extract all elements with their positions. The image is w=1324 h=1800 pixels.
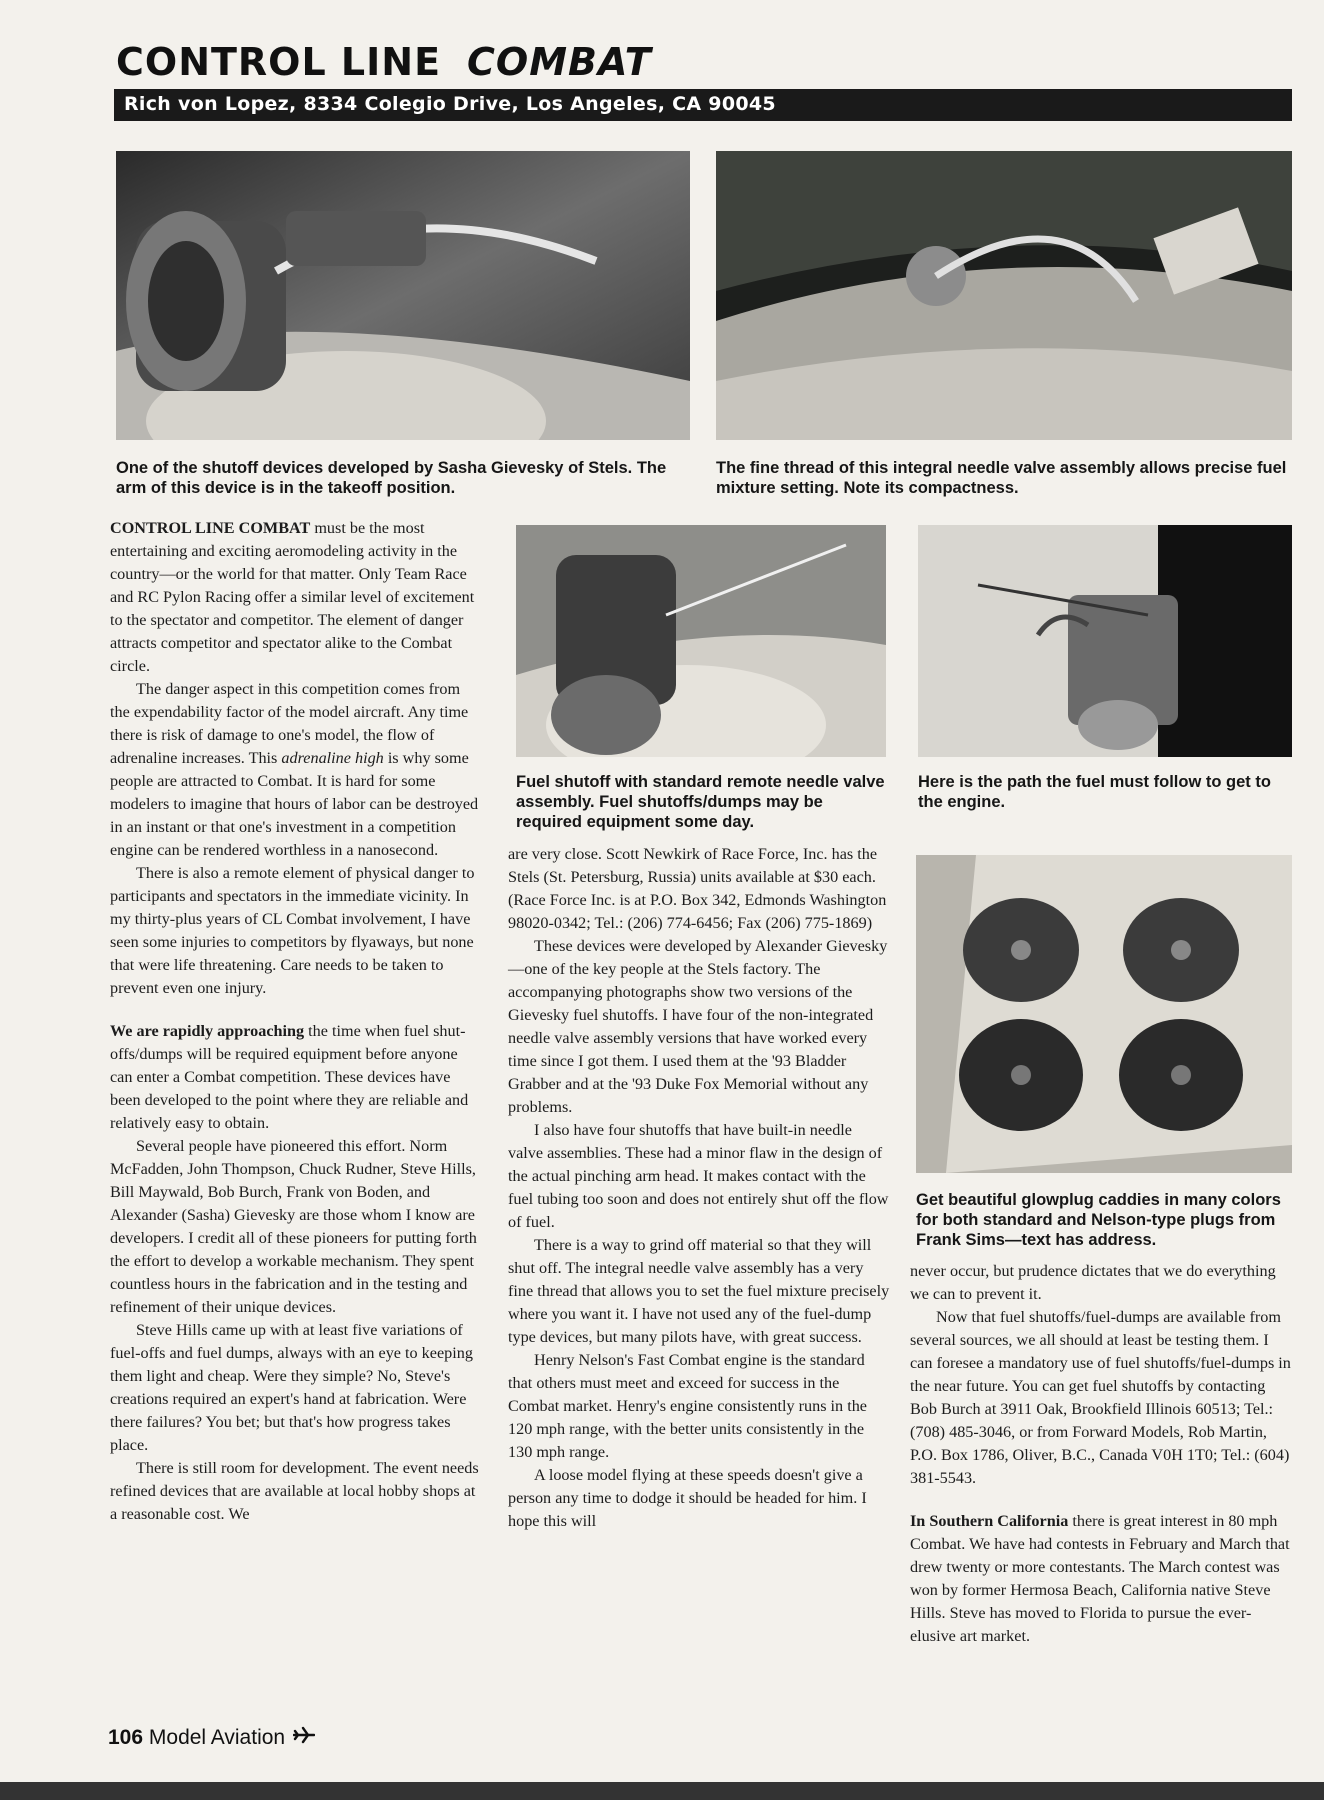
lead-in: In Southern California — [910, 1512, 1069, 1530]
paragraph: CONTROL LINE COMBAT must be the most entertaining and exciting aeromodeling activity in the country—or the world for that matter. Only Team Race and RC Pylon Racing offer a similar level of excitement to the spectator and competitor. The element of danger attracts competitor and spectator alike to the Combat circle. — [110, 519, 475, 675]
lead-in: We are rapidly approaching — [110, 1022, 305, 1040]
caption-photo-5: Get beautiful glowplug caddies in many colors for both standard and Nelson-type plugs from Frank Sims—text has address. — [916, 1191, 1281, 1249]
paragraph: Now that fuel shutoffs/fuel-dumps are available from several sources, we all should at least be testing them. I can foresee a mandatory use of fuel shutoffs/fuel-dumps in the near future. You can get fuel shutoffs by contacting Bob Burch at 3911 Oak, Brookfield Illinois 60513; Tel.: (708) 485-3046, or from Forward Models, Rob Martin, P.O. Box 1786, Oliver, B.C., Canada V0H 1T0; Tel.: (604) 381-5543. — [910, 1308, 1291, 1487]
airplane-icon — [293, 1726, 315, 1750]
paragraph: I also have four shutoffs that have built-in needle valve assemblies. These had a minor flaw in the design of the actual pinching arm head. It makes contact with the fuel tubing too soon and does not entirely shut off the flow of fuel. — [508, 1121, 889, 1231]
paragraph: There is still room for development. The event needs refined devices that are available at local hobby shops at a reasonable cost. We — [110, 1459, 479, 1523]
article-column-1 — [110, 517, 480, 1526]
photo-integral-needle-valve — [716, 151, 1292, 440]
caption-photo-4: Here is the path the fuel must follow to get to the engine. — [918, 773, 1271, 811]
paragraph: The danger aspect in this competition comes from the expendability factor of the model aircraft. Any time there is risk of damage to one's model, the flow of adrenaline increases. This adrenaline high is why some people are attracted to Combat. It is hard for some modelers to imagine that hours of labor can be destroyed in an instant or that one's investment in a competition engine can be rendered worthless in a nanosecond. — [110, 680, 479, 859]
paragraph: We are rapidly approaching the time when fuel shut-offs/dumps will be required equipment before anyone can enter a Combat competition. These devices have been developed to the point where they are reliable and relatively easy to obtain. — [110, 1022, 469, 1132]
photo-fuel-shutoff-remote-needle — [516, 525, 886, 757]
paragraph: A loose model flying at these speeds doesn't give a person any time to dodge it should be headed for him. I hope this will — [508, 1466, 867, 1530]
caption-photo-3: Fuel shutoff with standard remote needle valve assembly. Fuel shutoffs/dumps may be required equipment some day. — [516, 773, 885, 831]
article-column-3 — [910, 1260, 1292, 1648]
byline-bar — [114, 89, 1292, 121]
paragraph: Several people have pioneered this effort. Norm McFadden, John Thompson, Chuck Rudner, Steve Hills, Bill Maywald, Bob Burch, Frank von Boden, and Alexander (Sasha) Gievesky are those whom I know are developers. I credit all of these pioneers for putting forth the effort to develop a workable mechanism. They spent countless hours in the fabrication and in the testing and refinement of their unique devices. — [110, 1137, 477, 1316]
paragraph: There is a way to grind off material so that they will shut off. The integral needle valve assembly has a very fine thread that allows you to set the fuel mixture precisely where you want it. I have not used any of the fuel-dump type devices, but many pilots have, with great success. — [508, 1236, 890, 1346]
article-title — [116, 40, 652, 84]
lead-in: CONTROL LINE COMBAT — [110, 519, 311, 537]
paragraph: Steve Hills came up with at least five variations of fuel-offs and fuel dumps, always with an eye to keeping them light and cheap. Were they simple? No, Steve's creations required an expert's hand at fabrication. Were there failures? You bet; but that's how progress takes place. — [110, 1321, 473, 1454]
page-footer — [108, 1726, 315, 1750]
paragraph: In Southern California there is great interest in 80 mph Combat. We have had contests in February and March that drew twenty or more contestants. The March contest was won by former Hermosa Beach, California native Steve Hills. Steve has moved to Florida to pursue the ever-elusive art market. — [910, 1512, 1290, 1645]
byline: Rich von Lopez, 8334 Colegio Drive, Los Angeles, CA 90045 — [124, 93, 776, 115]
paragraph: Henry Nelson's Fast Combat engine is the standard that others must meet and exceed for success in the Combat market. Henry's engine consistently runs in the 120 mph range, with the better units consistently in the 130 mph range. — [508, 1351, 867, 1461]
caption-photo-2: The fine thread of this integral needle valve assembly allows precise fuel mixture setting. Note its compactness. — [716, 459, 1287, 497]
scan-edge — [0, 1782, 1324, 1800]
caption-photo-1: One of the shutoff devices developed by Sasha Gievesky of Stels. The arm of this device is in the takeoff position. — [116, 459, 667, 497]
photo-fuel-path — [918, 525, 1292, 757]
paragraph: never occur, but prudence dictates that we do everything we can to prevent it. — [910, 1262, 1276, 1303]
paragraph: These devices were developed by Alexander Gievesky—one of the key people at the Stels factory. The accompanying photographs show two versions of the Gievesky fuel shutoffs. I have four of the non-integrated needle valve assembly versions that have worked every time since I got them. I used them at the '93 Bladder Grabber and at the '93 Duke Fox Memorial without any problems. — [508, 937, 888, 1116]
paragraph: are very close. Scott Newkirk of Race Force, Inc. has the Stels (St. Petersburg, Russia) units available at $30 each. (Race Force Inc. is at P.O. Box 342, Edmonds Washington 98020-0342; Tel.: (206) 774-6456; Fax (206) 775-1869) — [508, 845, 887, 932]
magazine-name: Model Aviation — [148, 1726, 286, 1749]
title-part-combat: COMBAT — [467, 40, 652, 84]
photo-glowplug-caddies — [916, 855, 1292, 1173]
title-part-control-line: CONTROL LINE — [116, 40, 442, 84]
article-column-2 — [508, 843, 890, 1533]
page-number: 106 — [108, 1726, 144, 1749]
photo-shutoff-device-takeoff — [116, 151, 690, 440]
paragraph: There is also a remote element of physical danger to participants and spectators in the immediate vicinity. In my thirty-plus years of CL Combat involvement, I have seen some injuries to competitors by flyaways, but none that were life threatening. Care needs to be taken to prevent even one injury. — [110, 864, 475, 997]
